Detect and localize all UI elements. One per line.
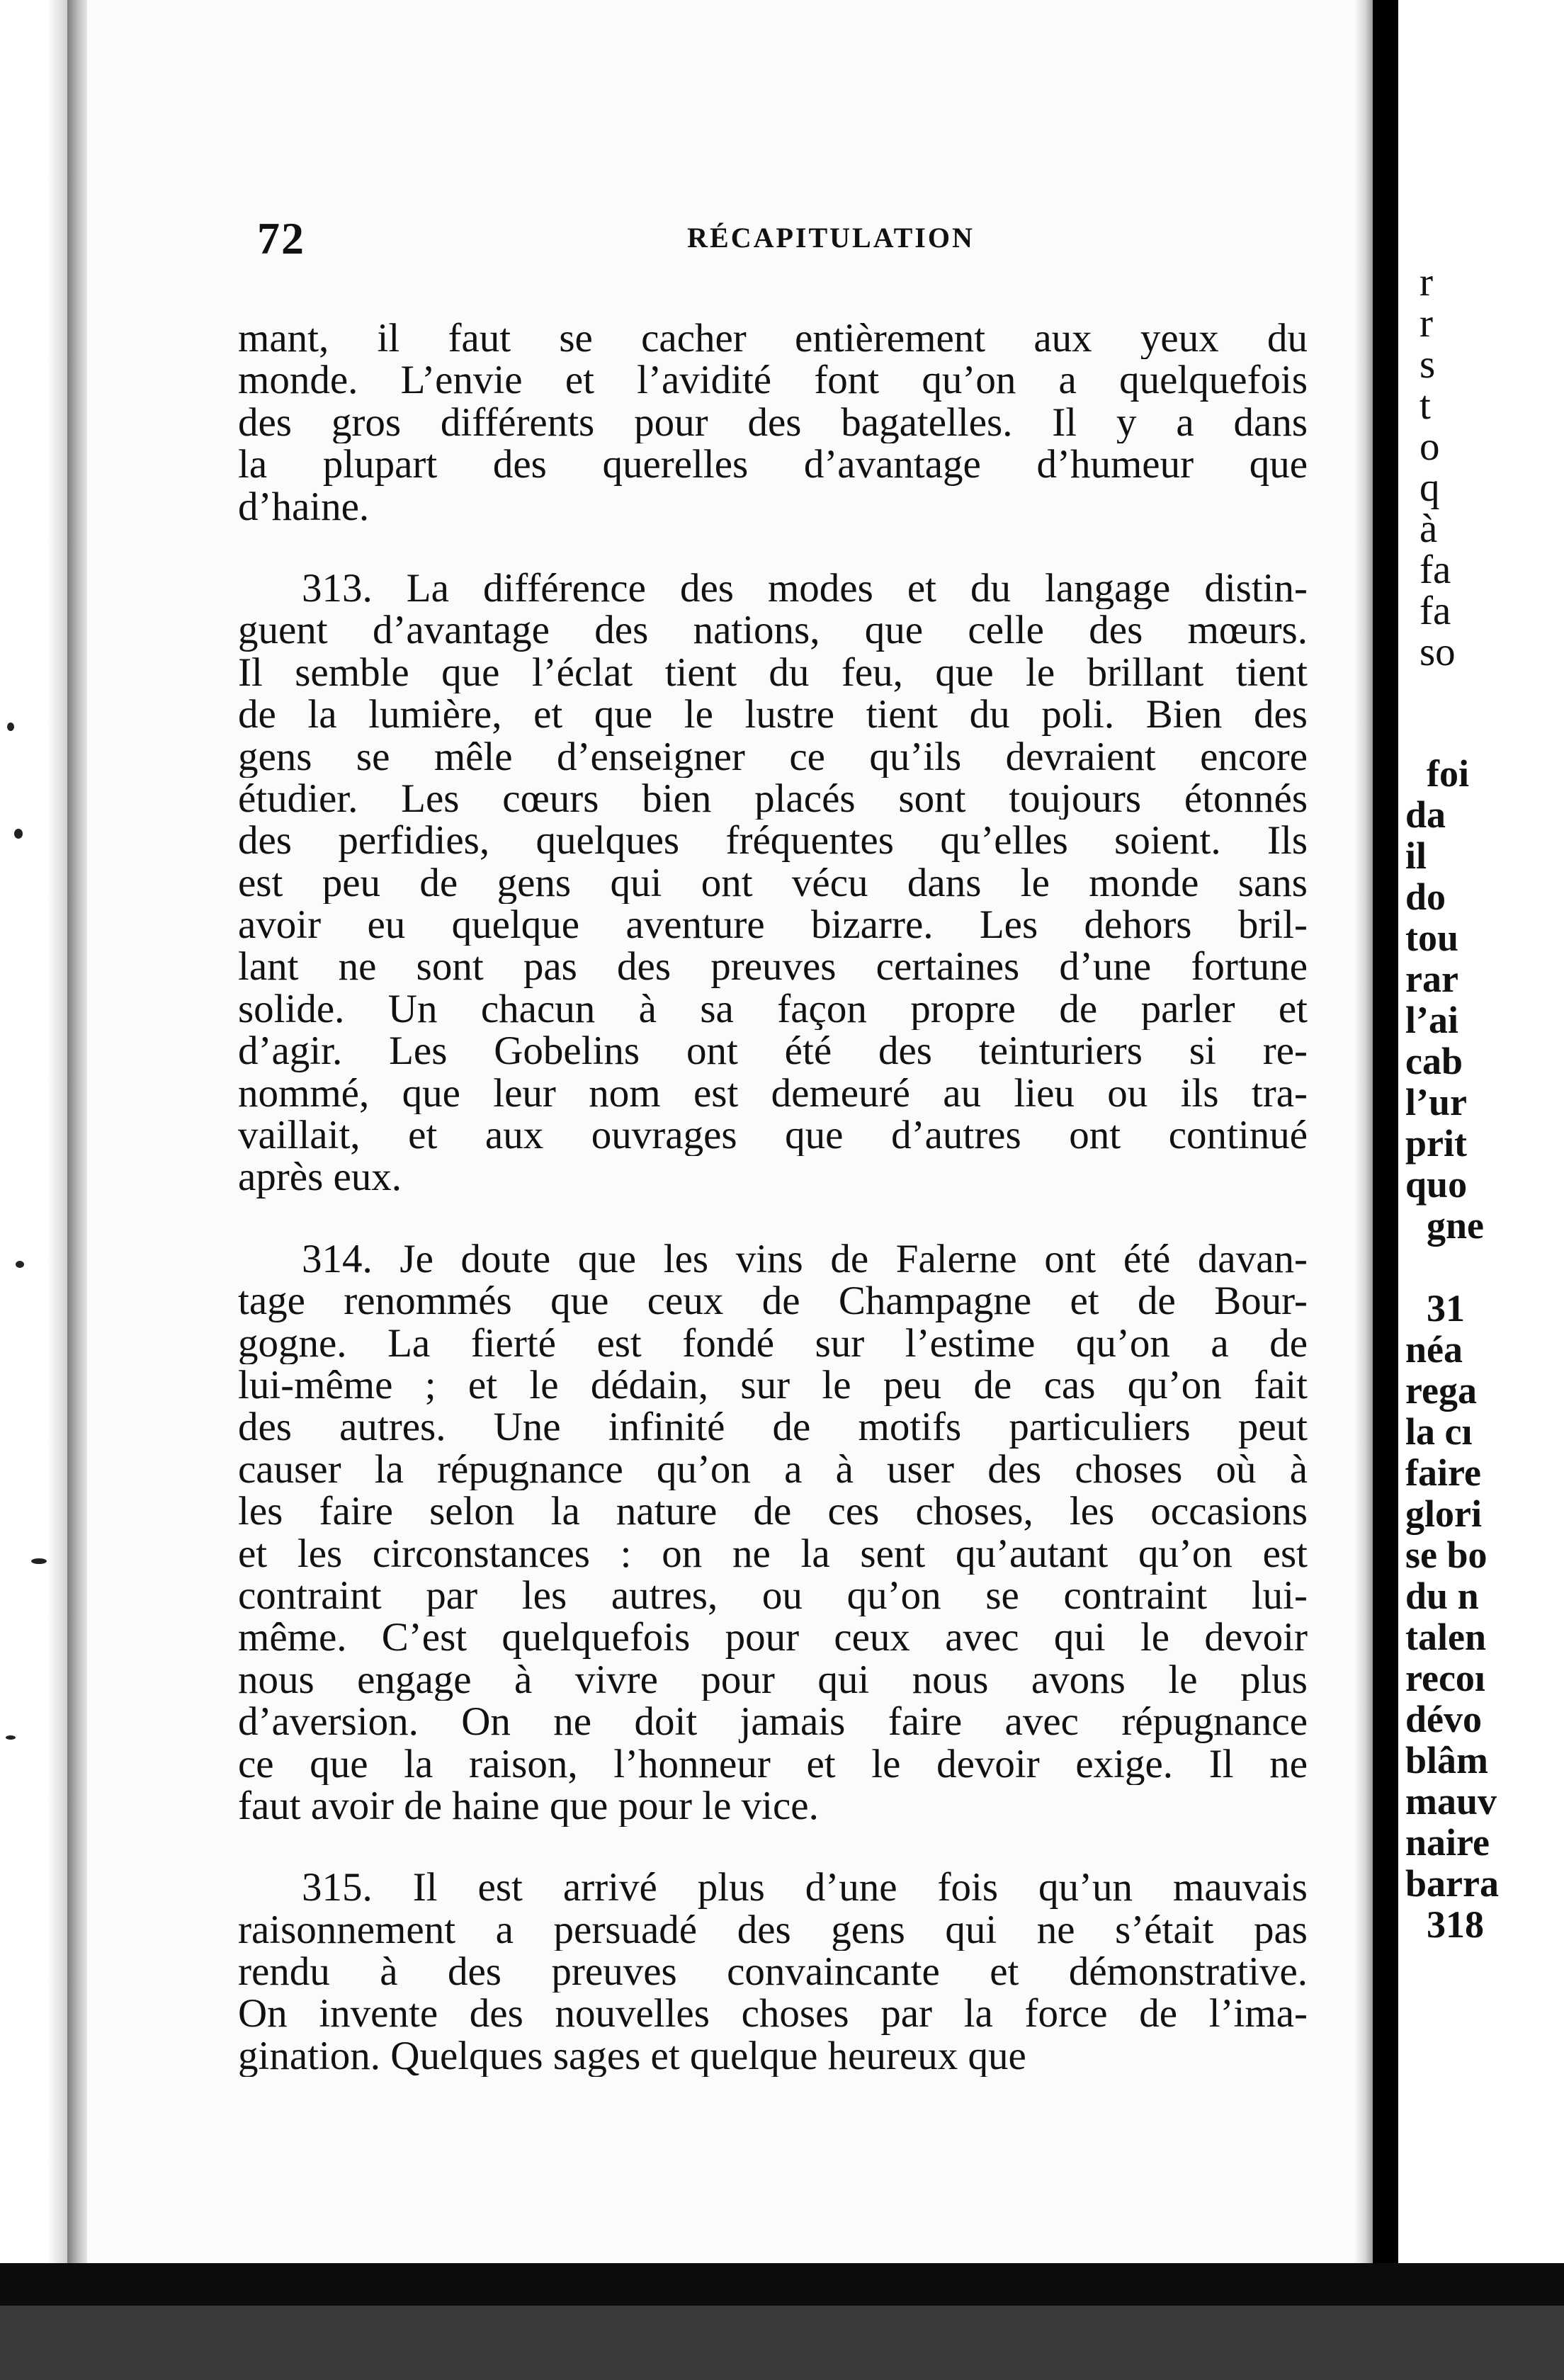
text-line: 313. La différence des modes et du langage distin- <box>302 567 1308 610</box>
facing-page-text: fa <box>1420 589 1451 633</box>
facing-page-text: recoı <box>1405 1657 1485 1699</box>
paragraph-gap <box>238 1198 1308 1238</box>
facing-page-text: do <box>1405 876 1446 918</box>
facing-page-text: rar <box>1405 958 1458 1000</box>
text-line: est peu de gens qui ont vécu dans le monde sans <box>238 861 1308 905</box>
facing-page-text: barra <box>1405 1862 1499 1905</box>
text-line: tage renommés que ceux de Champagne et de Bour- <box>238 1280 1308 1322</box>
text-line: d’agir. Les Gobelins ont été des teinturiers si re- <box>238 1030 1308 1072</box>
paragraph-gap <box>238 528 1308 567</box>
facing-page-text: blâm <box>1405 1739 1489 1781</box>
text-line: ce que la raison, l’honneur et le devoir exige. Il ne <box>238 1742 1308 1785</box>
facing-page-text: cab <box>1405 1040 1463 1082</box>
facing-page-text: dévo <box>1405 1698 1482 1740</box>
text-line: vaillait, et aux ouvrages que d’autres ont continué <box>238 1114 1308 1157</box>
dust-speck <box>31 1558 47 1564</box>
running-head: RÉCAPITULATION <box>687 222 975 254</box>
facing-page-text: t <box>1420 383 1431 428</box>
facing-page-text: r <box>1420 260 1433 305</box>
page-header <box>257 212 1390 269</box>
facing-page-text: q <box>1420 465 1440 510</box>
facing-page-text: il <box>1405 834 1427 877</box>
text-line: Il semble que l’éclat tient du feu, que le brillant tient <box>238 651 1308 694</box>
facing-page-text: la cı <box>1405 1410 1473 1453</box>
text-line: et les circonstances : on ne la sent qu’autant qu’on est <box>238 1532 1308 1575</box>
text-line: gogne. La fierté est fondé sur l’estime qu’on a de <box>238 1322 1308 1364</box>
text-line: de la lumière, et que le lustre tient du poli. Bien des <box>238 693 1308 736</box>
facing-page-text: talen <box>1405 1616 1486 1658</box>
facing-page-text: du n <box>1405 1575 1479 1617</box>
facing-page-text: quo <box>1405 1163 1468 1206</box>
text-line: faut avoir de haine que pour le vice. <box>238 1784 819 1828</box>
paragraph <box>238 567 1308 1198</box>
paragraph <box>238 1238 1308 1827</box>
text-line: lui-même ; et le dédain, sur le peu de cas qu’on fait <box>238 1364 1308 1407</box>
text-line: causer la répugnance qu’on a à user des choses où à <box>238 1448 1308 1491</box>
text-line: des perfidies, quelques fréquentes qu’elles soient. Ils <box>238 820 1308 862</box>
page-number: 72 <box>257 213 305 264</box>
text-line: nommé, que leur nom est demeuré au lieu ou ils tra- <box>238 1072 1308 1115</box>
text-line: mant, il faut se cacher entièrement aux yeux du <box>238 317 1308 360</box>
facing-page-text: foi <box>1427 752 1469 795</box>
text-line: la plupart des querelles d’avantage d’humeur que <box>238 443 1308 486</box>
facing-page-text: glori <box>1405 1492 1482 1535</box>
text-line: gination. Quelques sages et quelque heureux que <box>238 2034 1026 2078</box>
paragraph-gap <box>238 1827 1308 1866</box>
facing-page-text: fa <box>1420 548 1451 592</box>
facing-page-text: faire <box>1405 1451 1481 1494</box>
facing-page-text: rega <box>1405 1369 1477 1412</box>
dust-speck <box>7 722 14 731</box>
text-line: les faire selon la nature de ces choses, les occasions <box>238 1490 1308 1533</box>
facing-page-text: néa <box>1405 1328 1463 1371</box>
facing-page-text: so <box>1420 630 1456 674</box>
facing-page-text: o <box>1420 424 1440 469</box>
paragraph <box>238 1866 1308 2077</box>
text-line: contraint par les autres, ou qu’on se contraint lui- <box>238 1574 1308 1617</box>
dust-speck <box>14 829 23 839</box>
facing-page-text: l’ai <box>1405 999 1458 1041</box>
text-line: d’aversion. On ne doit jamais faire avec répugnance <box>238 1701 1308 1743</box>
text-line: raisonnement a persuadé des gens qui ne s’était pas <box>238 1908 1308 1951</box>
facing-page-fragment <box>1398 0 1564 2288</box>
text-line: 315. Il est arrivé plus d’une fois qu’un mauvais <box>302 1866 1308 1909</box>
facing-page-text: 31 <box>1427 1287 1465 1330</box>
text-line: gens se mêle d’enseigner ce qu’ils devraient encore <box>238 735 1308 778</box>
dust-speck <box>6 1735 16 1740</box>
facing-page-text: à <box>1420 506 1438 551</box>
text-line: des autres. Une infinité de motifs particuliers peut <box>238 1406 1308 1449</box>
facing-page-text: 318 <box>1427 1903 1484 1946</box>
body-text <box>238 317 1308 2077</box>
facing-page-text: se bo <box>1405 1534 1488 1576</box>
text-line: nous engage à vivre pour qui nous avons le plus <box>238 1658 1308 1701</box>
facing-page-text: da <box>1405 793 1446 836</box>
text-line: 314. Je doute que les vins de Falerne ont été davan- <box>302 1237 1308 1281</box>
book-spine-shadow <box>67 0 87 2267</box>
text-line: même. C’est quelquefois pour ceux avec qui le devoir <box>238 1616 1308 1659</box>
paragraph <box>238 317 1308 528</box>
text-line: après eux. <box>238 1156 402 1198</box>
text-line: On invente des nouvelles choses par la force de l’ima- <box>238 1993 1308 2035</box>
page-left-margin <box>0 0 67 2380</box>
facing-page-text: prit <box>1405 1122 1467 1164</box>
text-line: lant ne sont pas des preuves certaines d’une fortune <box>238 946 1308 988</box>
facing-page-text: s <box>1420 342 1436 387</box>
text-line: rendu à des preuves convaincante et démonstrative. <box>238 1951 1308 1993</box>
facing-page-text: r <box>1420 301 1433 346</box>
gutter-shadow <box>1353 0 1373 2267</box>
text-line: guent d’avantage des nations, que celle des mœurs. <box>238 609 1308 652</box>
text-line: monde. L’envie et l’avidité font qu’on a quelquefois <box>238 359 1308 402</box>
text-line: avoir eu quelque aventure bizarre. Les dehors bril- <box>238 904 1308 946</box>
facing-page-text: gne <box>1427 1204 1484 1247</box>
dust-speck <box>16 1261 24 1268</box>
facing-page-text: tou <box>1405 917 1459 959</box>
facing-page-text: l’ur <box>1405 1081 1467 1123</box>
facing-page-text: mauv <box>1405 1780 1497 1823</box>
text-line: étudier. Les cœurs bien placés sont toujours étonnés <box>238 777 1308 820</box>
facing-page-text: naire <box>1405 1821 1490 1864</box>
text-line: des gros différents pour des bagatelles. Il y a dans <box>238 401 1308 444</box>
scan-bottom-shadow <box>0 2306 1564 2380</box>
text-line: solide. Un chacun à sa façon propre de parler et <box>238 987 1308 1031</box>
book-gutter <box>1373 0 1398 2288</box>
text-line: d’haine. <box>238 485 370 528</box>
